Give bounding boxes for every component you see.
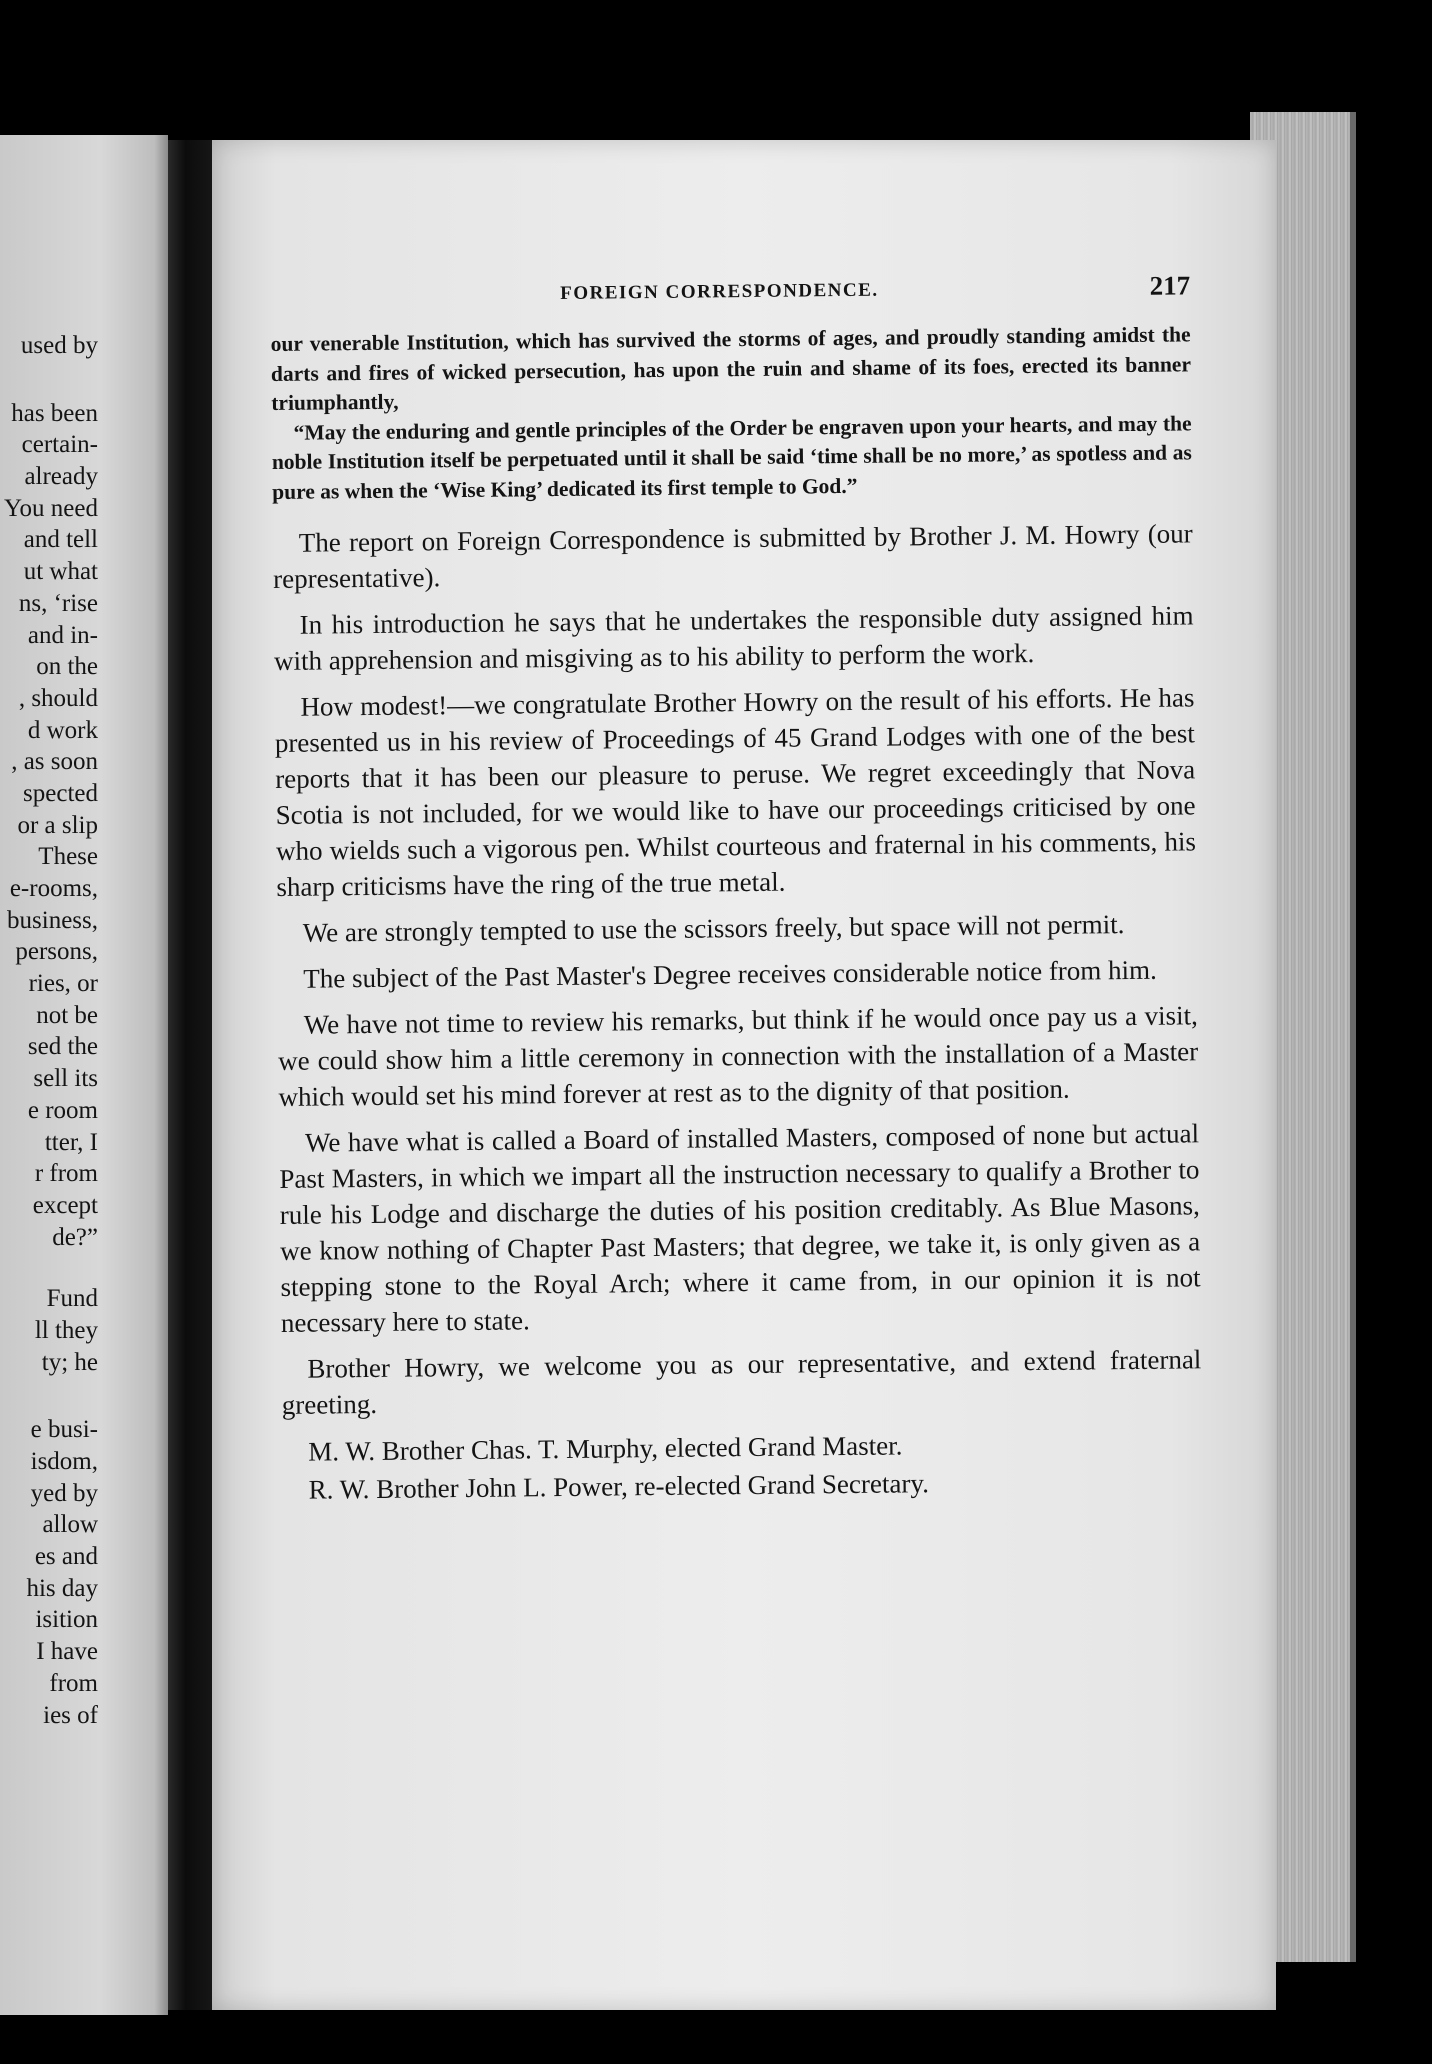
left-line: sell its [33,1065,98,1093]
left-line: or a slip [17,811,98,839]
left-line: has been [11,399,98,427]
left-facing-page [0,135,168,2015]
body-text [273,515,1202,1423]
left-line: ut what [23,558,98,586]
paragraph: The report on Foreign Correspondence is submitted by Brother J. M. Howry (our representative). [272,518,1193,594]
left-line: spected [23,779,98,807]
left-line: ns, ‘rise [18,589,98,617]
left-line: es and [34,1543,98,1571]
left-line: on the [36,653,98,681]
left-line: e-rooms, [9,875,98,902]
page-number: 217 [1149,270,1191,301]
left-line: business, [7,906,98,934]
paragraph: How modest!—we congratulate Brother Howry on the result of his efforts. He has presented us in his review of Proceedings of 45 Grand Lodges with one of the best reports that it has been our pleasure to peruse. We regret exceedingly that Nova Scotia is not included, for we would like to have our proceedings criticised by one who wields such a vigorous pen. Whilst courteous and fraternal in his comments, his sharp criticisms have the ring of the true metal. [274,682,1197,902]
running-title: FOREIGN CORRESPONDENCE. [560,279,879,304]
left-line: ries, or [28,970,98,998]
left-line: isition [35,1606,98,1634]
left-line: You need [4,494,98,522]
page-content [270,270,1203,1509]
left-line: I have [36,1638,98,1666]
paragraph: The subject of the Past Master's Degree receives considerable notice from him. [303,954,1157,994]
left-line: his day [26,1574,98,1602]
quoted-passage [271,320,1193,507]
paragraph: In his introduction he says that he undertakes the responsible duty assigned him with apprehension and misgiving as to his ability to perform the work. [273,600,1194,676]
left-line: and in- [27,621,98,649]
left-line: Fund [46,1285,98,1313]
left-line: ty; he [41,1348,98,1376]
left-line: , as soon [11,748,98,776]
paragraph: Brother Howry, we welcome you as our representative, and extend fraternal greeting. [281,1344,1202,1420]
officer-line: R. W. Brother John L. Power, re-elected Grand Secretary. [308,1468,930,1505]
left-line: de?” [52,1223,98,1251]
paragraph: We are strongly tempted to use the scissors freely, but space will not permit. [302,909,1125,948]
left-line: d work [27,716,98,744]
left-line: and tell [23,526,98,554]
left-line: not be [36,1001,98,1029]
left-line: used by [20,332,98,359]
left-line: These [38,843,98,871]
main-page [212,140,1276,2010]
left-line: isdom, [30,1448,98,1475]
left-line: r from [34,1160,98,1188]
left-page-text [4,330,98,1731]
left-line: ll they [34,1316,98,1344]
paragraph: We have not time to review his remarks, but think if he would once pay us a visit, we could show him a little ceremony in connection with the installation of a Master which would set his mind forever at rest as to the dignity of that position. [278,1000,1199,1112]
running-head [270,270,1190,322]
left-line: persons, [15,938,98,966]
left-line: already [24,463,98,491]
left-line: yed by [30,1479,98,1507]
left-line: allow [42,1511,98,1539]
book-gutter [168,140,212,2010]
paragraph: We have what is called a Board of installed Masters, composed of none but actual Past Masters, in which we impart all the instruction necessary to qualify a Brother to rule his Lodge and discharge the duties of his position creditably. As Blue Masons, we know nothing of Chapter Past Masters; that degree, we take it, is only given as a stepping stone to the Royal Arch; where it came from, in our opinion it is not necessary here to state. [279,1118,1201,1338]
officers-list [282,1423,1203,1509]
left-line: ies of [43,1701,98,1729]
left-line: , should [18,684,98,712]
left-line: e room [27,1096,98,1124]
left-line: e busi- [30,1416,98,1444]
left-line: sed the [27,1033,98,1061]
left-line: tter, I [44,1128,98,1156]
left-line: except [32,1191,98,1219]
left-line: certain- [21,431,98,459]
officer-line: M. W. Brother Chas. T. Murphy, elected Grand Master. [308,1430,903,1467]
quote-paragraph: our venerable Institution, which has survived the storms of ages, and proudly standing amidst the darts and fires of wicked persecution, has upon the ruin and shame of its foes, erected its banner triumphantly, [270,322,1192,415]
quote-paragraph: “May the enduring and gentle principles of the Order be engraven upon your hearts, and may the noble Institution itself be perpetuated until it shall be said ‘time shall be no more,’ as spotless and as pure as when the ‘Wise King’ dedicated its first temple to God.” [271,410,1192,504]
left-line: from [49,1669,98,1697]
